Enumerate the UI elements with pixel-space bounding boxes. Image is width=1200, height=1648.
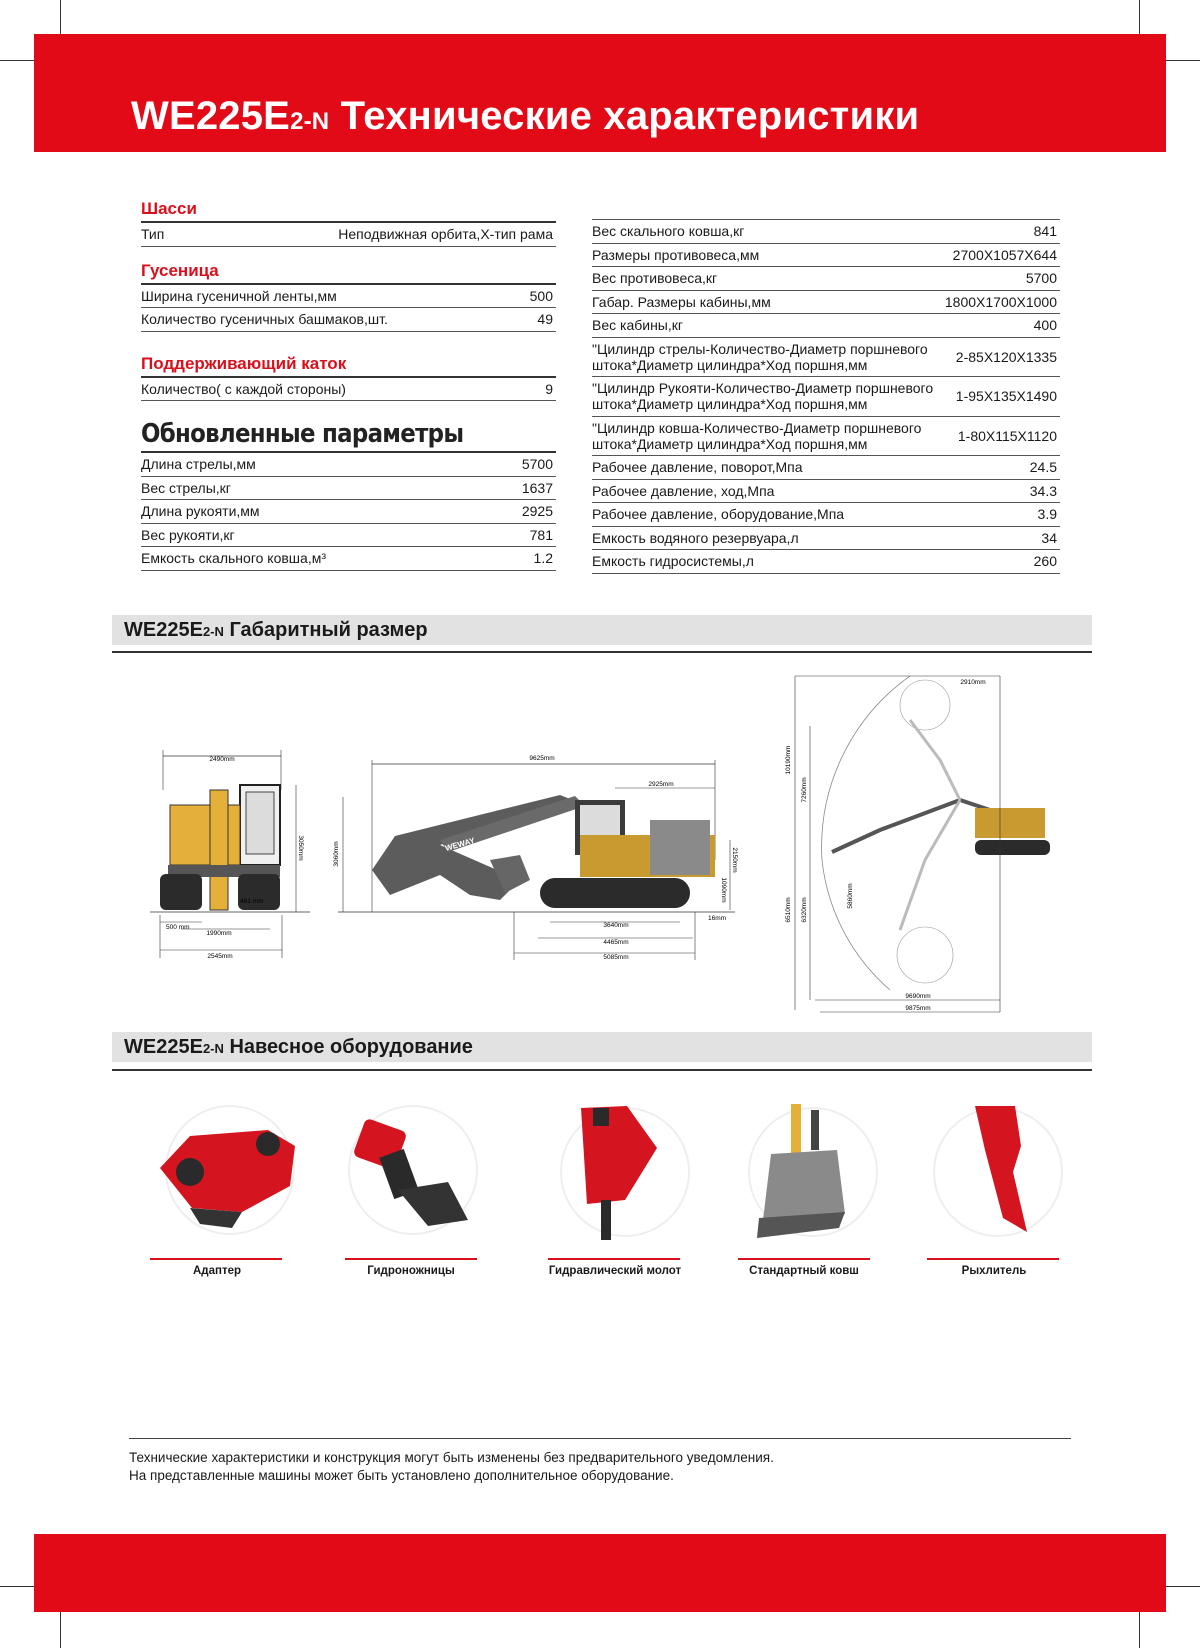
- spec-value: 1800X1700X1000: [944, 293, 1057, 310]
- spec-row: [141, 285, 556, 309]
- dim-work-d2: 6320mm: [801, 897, 808, 923]
- attachment-underline: [548, 1258, 680, 1260]
- section-title-text: Навесное оборудование: [223, 1036, 473, 1058]
- adapter-icon: [150, 1100, 310, 1240]
- spec-key: Рабочее давление, оборудование,Мпа: [592, 506, 845, 523]
- crop-mark: [60, 0, 61, 34]
- dim-work-r2: 9875mm: [905, 1005, 931, 1012]
- dim-front-overall: 2545mm: [207, 953, 233, 960]
- spec-key: Вес рукояти,кг: [141, 526, 235, 543]
- footer-band: [34, 1534, 1166, 1612]
- spec-key: Вес скального ковша,кг: [592, 223, 745, 240]
- crop-mark: [1139, 0, 1140, 34]
- spec-row: [141, 223, 556, 247]
- working-range-drawing: [785, 676, 1050, 1012]
- crop-mark: [60, 1612, 61, 1648]
- crop-mark: [1166, 60, 1200, 61]
- dim-side-ground: 16mm: [708, 915, 727, 922]
- section-rule: [112, 1069, 1092, 1071]
- spec-row: [141, 308, 556, 332]
- spec-row: [141, 547, 556, 571]
- spec-key: Длина стрелы,мм: [141, 456, 256, 473]
- dim-work-d1: 6510mm: [785, 897, 792, 923]
- spec-row: [592, 291, 1060, 315]
- crop-mark: [1139, 1612, 1140, 1648]
- spec-key: Рабочее давление, ход,Мпа: [592, 482, 775, 499]
- dim-front-shoe: 500 mm: [166, 924, 190, 931]
- attachment-label: Адаптер: [193, 1265, 241, 1277]
- spec-value: 49: [537, 311, 553, 328]
- spec-value: 1.2: [533, 550, 553, 567]
- dim-front-gauge: 1990mm: [206, 930, 232, 937]
- shear-icon: [338, 1100, 488, 1240]
- spec-row: [592, 267, 1060, 291]
- footer-rule: [129, 1438, 1071, 1439]
- page-title: [131, 94, 919, 139]
- spec-left-column: [141, 197, 556, 571]
- spec-right-column: [592, 219, 1060, 574]
- attachment-underline: [345, 1258, 477, 1260]
- dimension-drawings: [0, 660, 1200, 1020]
- spec-value: 34.3: [1029, 482, 1057, 499]
- spec-row: [592, 244, 1060, 268]
- spec-row: [592, 503, 1060, 527]
- attachment-underline: [927, 1258, 1059, 1260]
- section-model-suffix: 2-N: [202, 624, 224, 639]
- spec-key: Емкость водяного резервуара,л: [592, 529, 799, 546]
- spec-row: [592, 550, 1060, 574]
- dim-front-width: 2490mm: [209, 756, 235, 763]
- attachment-underline: [738, 1258, 870, 1260]
- dim-side-track: 4465mm: [603, 939, 629, 946]
- dim-work-h2: 7260mm: [801, 777, 808, 803]
- spec-key: "Цилиндр Рукояти-Количество-Диаметр поршневого штока*Диаметр цилиндра*Ход поршня,мм: [592, 380, 934, 413]
- ripper-icon: [923, 1100, 1073, 1245]
- spec-key: Количество гусеничных башмаков,шт.: [141, 311, 388, 328]
- spec-row: [592, 527, 1060, 551]
- dim-side-overall: 5085mm: [603, 954, 629, 961]
- spec-value: Неподвижная орбита,Х-тип рама: [338, 226, 553, 243]
- spec-value: 2925: [521, 503, 553, 520]
- spec-row: [141, 524, 556, 548]
- dim-front-height: 3050mm: [297, 835, 304, 861]
- spec-value: 500: [529, 287, 553, 304]
- dim-side-cw-height: 2150mm: [731, 847, 738, 873]
- attachment-label: Стандартный ковш: [749, 1265, 859, 1277]
- spec-row: [141, 453, 556, 477]
- spec-row: [141, 378, 556, 402]
- attachment-underline: [150, 1258, 282, 1260]
- attachment-hammer: [545, 1100, 685, 1250]
- section-track-title: Гусеница: [141, 260, 219, 280]
- footer-note-line2: На представленные машины может быть установлено дополнительное оборудование.: [129, 1468, 674, 1483]
- dimensions-section-title: [112, 615, 1092, 645]
- dim-work-top: 2910mm: [960, 679, 986, 686]
- spec-row: [592, 480, 1060, 504]
- bucket-icon: [733, 1100, 893, 1245]
- dim-side-cw-clear: 1090mm: [720, 877, 727, 903]
- crop-mark: [1166, 1586, 1200, 1587]
- spec-row: [141, 477, 556, 501]
- attachments-section-title: [112, 1032, 1092, 1062]
- spec-value: 260: [1033, 553, 1057, 570]
- title-model-suffix: 2-N: [290, 108, 330, 135]
- front-view-drawing: [150, 750, 310, 960]
- spec-value: 24.5: [1029, 459, 1057, 476]
- dim-side-length: 9625mm: [529, 755, 555, 762]
- spec-key: Рабочее давление, поворот,Мпа: [592, 459, 803, 476]
- spec-value: 400: [1033, 317, 1057, 334]
- spec-value: 9: [545, 380, 553, 397]
- dim-work-h1: 10190mm: [785, 745, 792, 775]
- spec-value: 5700: [521, 456, 553, 473]
- spec-row: [592, 417, 1060, 457]
- spec-value: 5700: [1025, 270, 1057, 287]
- spec-value: 2-85X120X1335: [955, 348, 1057, 365]
- spec-row: [592, 377, 1060, 417]
- spec-value: 781: [529, 526, 553, 543]
- spec-value: 3.9: [1037, 506, 1057, 523]
- spec-value: 841: [1033, 223, 1057, 240]
- attachment-label: Рыхлитель: [961, 1265, 1027, 1277]
- section-roller-title: Поддерживающий каток: [141, 353, 347, 373]
- spec-key: Емкость гидросистемы,л: [592, 553, 754, 570]
- attachment-label: Гидроножницы: [367, 1265, 455, 1277]
- section-model-suffix: 2-N: [202, 1041, 224, 1056]
- spec-key: Вес стрелы,кг: [141, 479, 231, 496]
- spec-row: [592, 220, 1060, 244]
- section-model: WE225E: [124, 1036, 203, 1058]
- footer-note-line1: Технические характеристики и конструкция могут быть изменены без предварительного уведомления.: [129, 1450, 774, 1465]
- spec-key: Вес кабины,кг: [592, 317, 683, 334]
- attachment-bucket: [733, 1100, 873, 1250]
- section-model: WE225E: [124, 619, 203, 641]
- spec-value: 1637: [521, 479, 553, 496]
- spec-key: Габар. Размеры кабины,мм: [592, 293, 771, 310]
- dim-work-d3: 5860mm: [847, 883, 854, 909]
- section-title-text: Габаритный размер: [223, 619, 428, 641]
- section-chassis-title: Шасси: [141, 199, 197, 218]
- spec-row: [141, 500, 556, 524]
- dim-front-clearance: 461 mm: [240, 898, 264, 905]
- spec-key: Размеры противовеса,мм: [592, 246, 760, 263]
- spec-key: Ширина гусеничной ленты,мм: [141, 287, 337, 304]
- hammer-icon: [545, 1100, 705, 1245]
- spec-key: Вес противовеса,кг: [592, 270, 718, 287]
- spec-value: 2700X1057X644: [952, 246, 1057, 263]
- section-rule: [112, 651, 1092, 653]
- spec-row: [592, 456, 1060, 480]
- spec-value: 1-80X115X1120: [957, 427, 1057, 444]
- attachment-shear: [338, 1100, 478, 1245]
- dim-side-tumbler: 3640mm: [603, 922, 629, 929]
- spec-key: Количество( с каждой стороны): [141, 380, 346, 397]
- dim-side-tail: 2925mm: [648, 781, 674, 788]
- spec-key: "Цилиндр ковша-Количество-Диаметр поршневого штока*Диаметр цилиндра*Ход поршня,мм: [592, 419, 922, 452]
- spec-row: [592, 314, 1060, 338]
- dim-work-r1: 9690mm: [905, 993, 931, 1000]
- crop-mark: [0, 60, 34, 61]
- spec-key: Длина рукояти,мм: [141, 503, 260, 520]
- crop-mark: [0, 1586, 34, 1587]
- section-updated-title: Обновленные параметры: [141, 419, 464, 449]
- attachment-adapter: [150, 1100, 290, 1245]
- spec-key: Емкость скального ковша,м³: [141, 550, 327, 567]
- dim-side-logo: WEWAY: [444, 835, 476, 853]
- spec-value: 34: [1041, 529, 1057, 546]
- spec-key: Тип: [141, 226, 165, 243]
- attachment-ripper: [923, 1100, 1063, 1250]
- spec-key: "Цилиндр стрелы-Количество-Диаметр поршневого штока*Диаметр цилиндра*Ход поршня,мм: [592, 340, 928, 373]
- title-text: Технические характеристики: [329, 94, 920, 138]
- side-view-drawing: [333, 755, 738, 961]
- attachment-label: Гидравлический молот: [548, 1265, 682, 1277]
- spec-value: 1-95X135X1490: [955, 388, 1057, 405]
- dim-side-height: 3060mm: [333, 841, 340, 867]
- title-model: WE225E: [131, 94, 291, 138]
- spec-row: [592, 338, 1060, 378]
